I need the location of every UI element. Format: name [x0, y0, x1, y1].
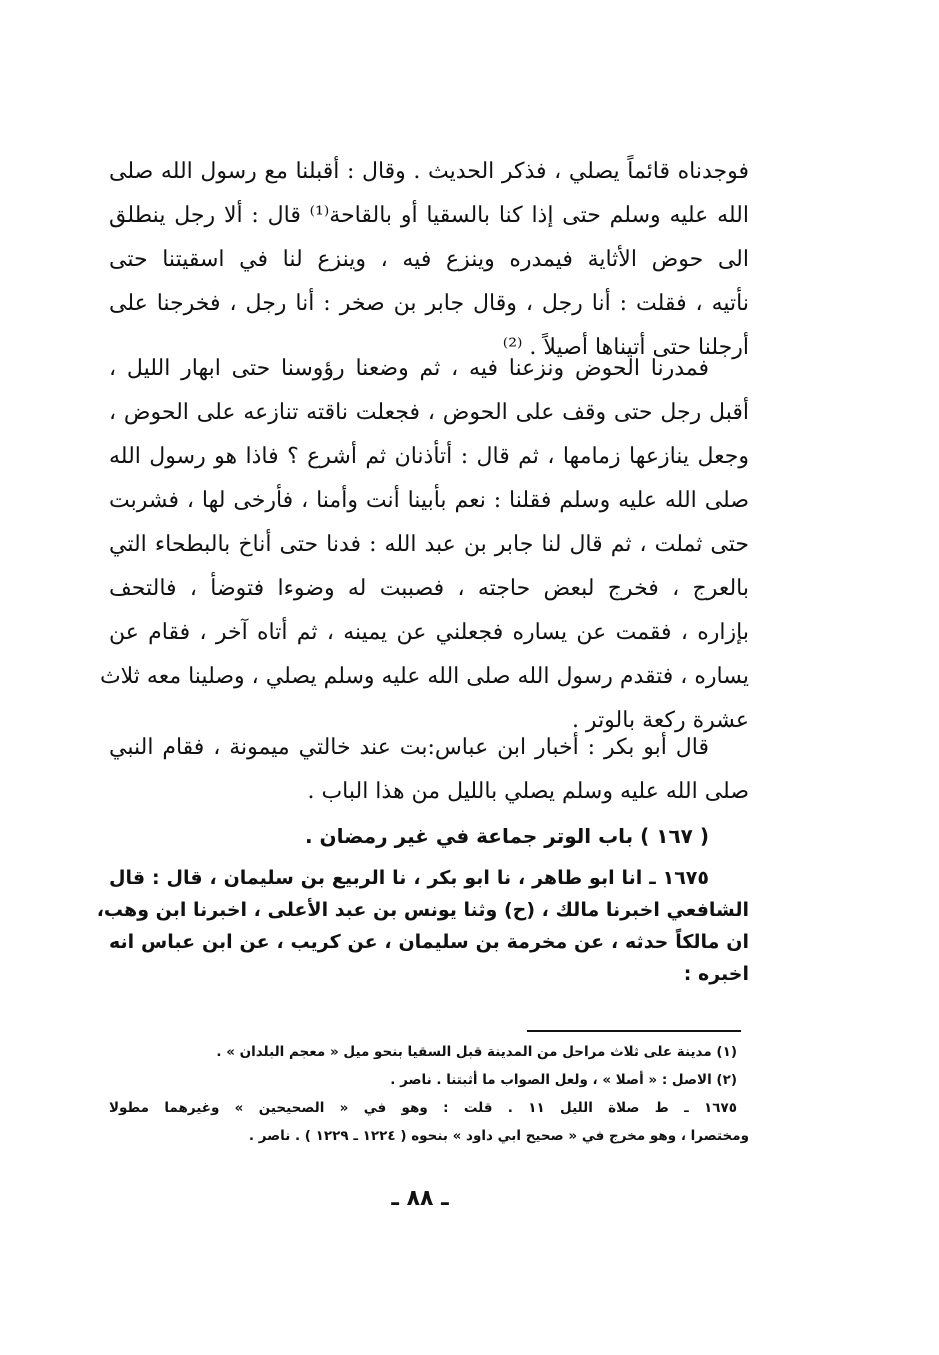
paragraph-1 [109, 150, 749, 370]
footnote-line: ومختصرا ، وهو مخرج في « صحيح ابي داود » بنحوه ( ١٢٢٤ ـ ١٢٢٩ ) . ناصر . [248, 1128, 749, 1144]
text-line: فمدرنا الحوض ونزعنا فيه ، ثم وضعنا رؤوسنا حتى ابهار الليل ، [109, 356, 709, 381]
text-line: أقبل رجل حتى وقف على الحوض ، فجعلت ناقته تنازعه على الحوض ، [109, 400, 749, 425]
page-number: ـ ٨٨ ـ [391, 1186, 449, 1211]
text-line: أرجلنا حتى أتيناها أصيلاً . ⁽²⁾ [502, 335, 749, 360]
hadith-1675 [96, 862, 749, 990]
paragraph-2 [99, 347, 749, 743]
footnote-divider [527, 1030, 741, 1032]
text-line: ان مالكاً حدثه ، عن مخرمة بن سليمان ، عن كريب ، عن ابن عباس انه [109, 931, 749, 953]
text-line: فوجدناه قائماً يصلي ، فذكر الحديث . وقال : أقبلنا مع رسول الله صلى [109, 159, 749, 184]
text-line: الله عليه وسلم حتى إذا كنا بالسقيا أو بالقاحة⁽¹⁾ قال : ألا رجل ينطلق [109, 203, 749, 228]
text-line: اخبره : [683, 963, 749, 985]
text-line: صلى الله عليه وسلم يصلي بالليل من هذا الباب . [307, 779, 749, 804]
footnotes [109, 1038, 749, 1150]
text-line: حتى ثملت ، ثم قال لنا جابر بن عبد الله : فدنا حتى أناخ بالبطحاء التي [109, 532, 749, 557]
text-line: صلى الله عليه وسلم فقلنا : نعم بأبينا أنت وأمنا ، فأرخى لها ، فشربت [109, 488, 749, 513]
footnote-line: ١٦٧٥ ـ ط صلاة الليل ١١ . قلت : وهو في « الصحيحين » وغيرهما مطولا [109, 1100, 738, 1116]
text-line: الى حوض الأثاية فيمدره وينزع فيه ، وينزع لنا في اسقيتنا حتى [109, 247, 749, 272]
paragraph-3 [109, 726, 749, 814]
text-line: وجعل ينازعها زمامها ، ثم قال : أتأذنان ثم أشرع ؟ فاذا هو رسول الله [109, 444, 749, 469]
text-line: قال أبو بكر : أخبار ابن عباس:بت عند خالتي ميمونة ، فقام النبي [109, 735, 709, 760]
text-line: عشرة ركعة بالوتر . [571, 708, 749, 733]
text-line: بإزاره ، فقمت عن يساره فجعلني عن يمينه ، ثم أتاه آخر ، فقام عن [109, 620, 749, 645]
footnote-line: (٢) الاصل : « أصلا » ، ولعل الصواب ما أثبتنا . ناصر . [390, 1072, 737, 1088]
footnote-line: (١) مدينة على ثلاث مراحل من المدينة قبل السقيا بنحو ميل « معجم البلدان » . [216, 1044, 737, 1060]
text-line: ١٦٧٥ ـ انا ابو طاهر ، نا ابو بكر ، نا الربيع بن سليمان ، قال : قال [109, 867, 709, 889]
text-line: بالعرج ، فخرج لبعض حاجته ، فصببت له وضوءا فتوضأ ، فالتحف [109, 576, 749, 601]
chapter-heading: ( ١٦٧ ) باب الوتر جماعة في غير رمضان . [304, 824, 709, 848]
text-line: يساره ، فتقدم رسول الله صلى الله عليه وسلم يصلي ، وصلينا معه ثلاث [99, 664, 749, 689]
text-line: الشافعي اخبرنا مالك ، (ح) وثنا يونس بن عبد الأعلى ، اخبرنا ابن وهب، [96, 899, 749, 921]
text-line: نأتيه ، فقلت : أنا رجل ، وقال جابر بن صخر : أنا رجل ، فخرجنا على [109, 291, 749, 316]
